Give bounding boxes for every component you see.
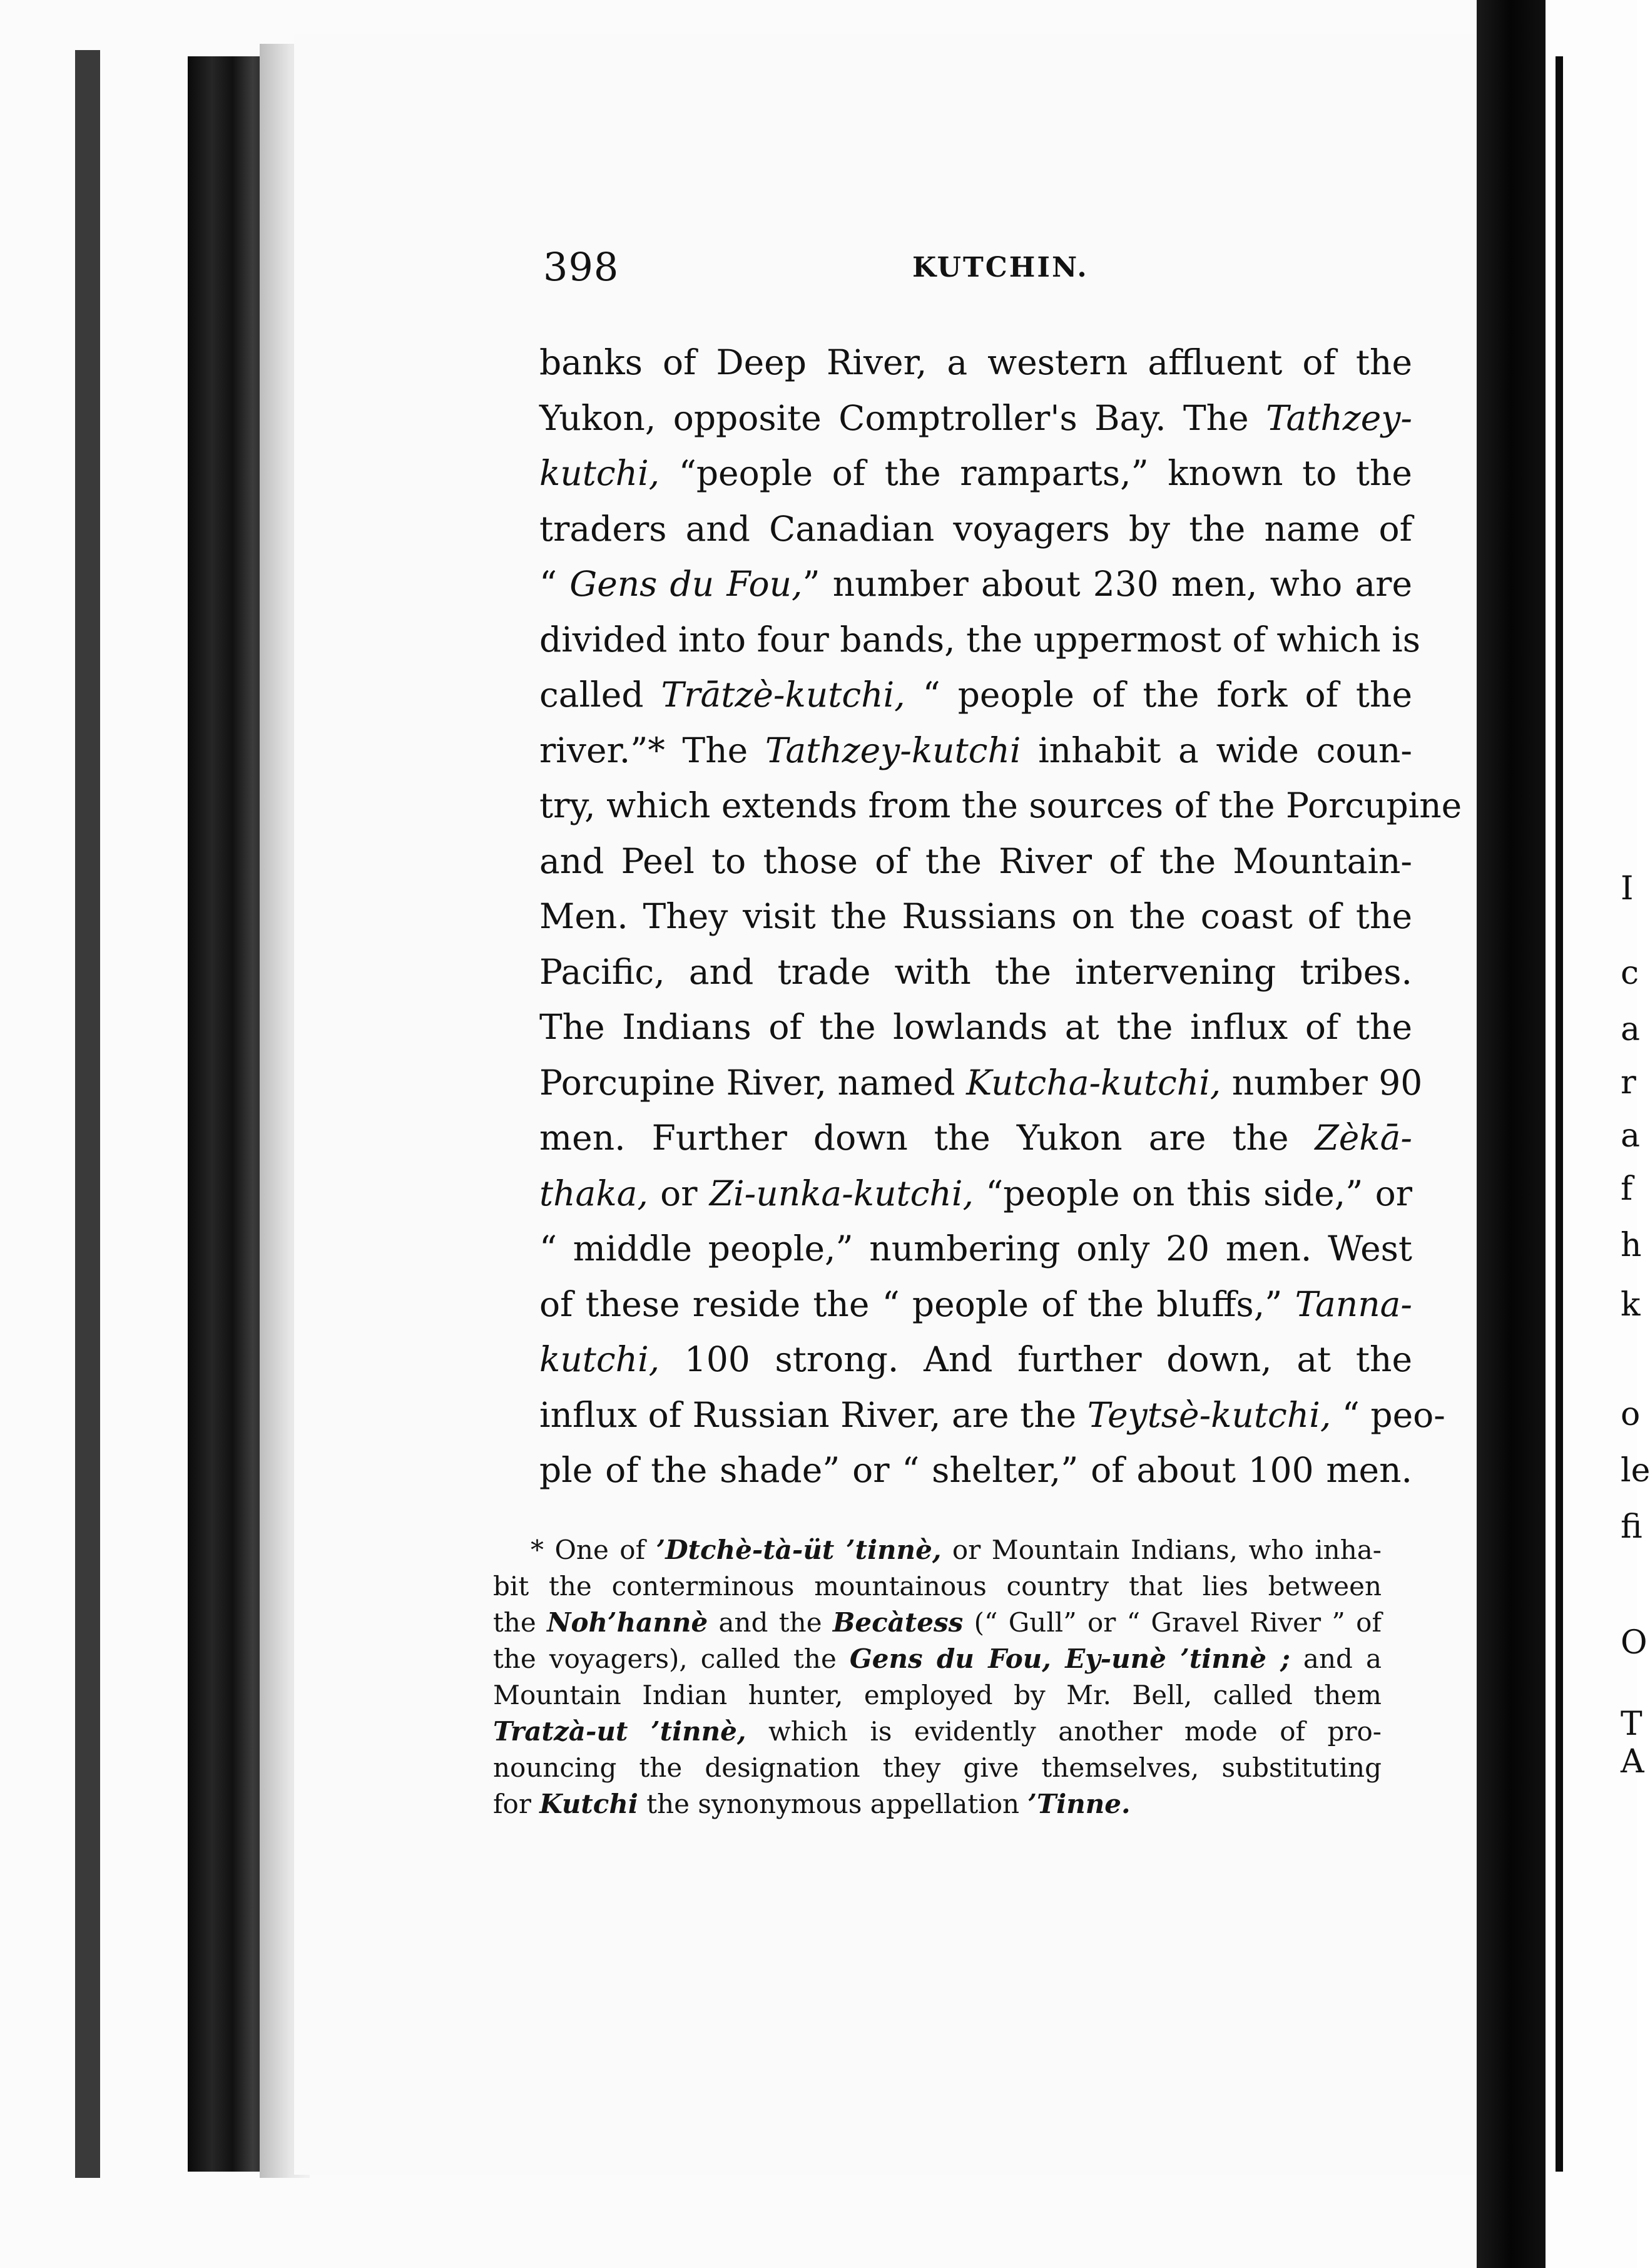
body-line bbox=[539, 391, 1412, 446]
footnote-emphasis-term: Kutchi bbox=[539, 1789, 638, 1819]
body-text: try, which extends from the sources of the Porcupine bbox=[539, 785, 1462, 825]
body-italic-term: Kutcha-kutchi, bbox=[966, 1062, 1221, 1103]
footnote-line bbox=[493, 1750, 1382, 1786]
footnote-text: the voyagers), called the bbox=[493, 1643, 850, 1674]
facing-page-letter: a bbox=[1621, 1117, 1641, 1155]
facing-page-letter: a bbox=[1621, 1011, 1641, 1048]
body-line bbox=[539, 1221, 1412, 1277]
body-italic-term: kutchi, bbox=[539, 453, 660, 493]
body-line bbox=[539, 778, 1462, 834]
body-italic-term: Zèkā- bbox=[1315, 1118, 1412, 1158]
body-italic-term: kutchi, bbox=[539, 1339, 660, 1379]
footnote-line bbox=[493, 1677, 1382, 1714]
body-line bbox=[539, 1166, 1412, 1222]
page-number: 398 bbox=[543, 244, 619, 290]
footnote-line bbox=[493, 1714, 1382, 1750]
footnote-text: * One of bbox=[531, 1535, 656, 1565]
body-italic-term: Tathzey-kutchi bbox=[765, 730, 1021, 770]
footnote-text: which is evidently another mode of pro- bbox=[746, 1716, 1382, 1747]
body-text: “ peo- bbox=[1331, 1394, 1445, 1435]
body-text bbox=[539, 335, 1462, 1498]
body-text: men. Further down the Yukon are the bbox=[539, 1118, 1315, 1158]
footnote-line bbox=[493, 1641, 1382, 1677]
body-italic-term: Zi-unka-kutchi, bbox=[709, 1173, 974, 1213]
footnote-emphasis-term: Becàtess bbox=[832, 1607, 964, 1638]
footnote-line bbox=[493, 1786, 1382, 1822]
footnote bbox=[493, 1532, 1382, 1822]
body-text: river.”* The bbox=[539, 730, 765, 770]
body-line bbox=[539, 1443, 1412, 1498]
facing-page-letter: f bbox=[1621, 1170, 1633, 1208]
body-line bbox=[539, 556, 1412, 612]
footnote-emphasis-term: Tratzà-ut ’tinnè, bbox=[493, 1716, 746, 1747]
body-text: called bbox=[539, 675, 661, 715]
body-line bbox=[539, 834, 1412, 889]
body-line bbox=[539, 944, 1412, 1000]
body-text: “people on this side,” or bbox=[973, 1173, 1412, 1213]
body-italic-term: Gens du Fou, bbox=[569, 564, 803, 604]
body-text: 100 strong. And further down, at the bbox=[659, 1339, 1412, 1379]
body-line bbox=[539, 335, 1412, 391]
footnote-emphasis-term: Noh’hannè bbox=[547, 1607, 708, 1638]
body-text: “ people of the fork of the bbox=[905, 675, 1413, 715]
body-italic-term: Tathzey- bbox=[1266, 397, 1412, 438]
binding-edge bbox=[75, 50, 100, 2178]
body-italic-term: Tanna- bbox=[1295, 1284, 1412, 1324]
body-line bbox=[539, 446, 1412, 501]
footnote-line bbox=[493, 1605, 1382, 1641]
footnote-text: bit the conterminous mountainous country that lies between bbox=[493, 1571, 1382, 1601]
body-italic-term: Teytsè-kutchi, bbox=[1087, 1394, 1332, 1435]
facing-page-letter: le bbox=[1621, 1452, 1650, 1489]
body-text: “ middle people,” numbering only 20 men. West bbox=[539, 1228, 1412, 1269]
body-line bbox=[539, 1110, 1412, 1166]
facing-page-letter: A bbox=[1621, 1743, 1644, 1780]
body-line bbox=[539, 1277, 1412, 1332]
body-line bbox=[539, 667, 1412, 723]
body-line bbox=[539, 1332, 1412, 1387]
facing-page-letter: O bbox=[1621, 1624, 1647, 1662]
facing-page-border bbox=[1556, 56, 1563, 2172]
facing-page-letter: r bbox=[1621, 1064, 1636, 1101]
facing-page-shadow bbox=[1477, 0, 1546, 2268]
body-text: Pacific, and trade with the intervening tribes. bbox=[539, 951, 1412, 992]
body-line bbox=[539, 501, 1412, 557]
body-text: or bbox=[648, 1173, 710, 1213]
body-text: divided into four bands, the uppermost of which is bbox=[539, 619, 1420, 660]
body-text: of these reside the “ people of the bluffs,” bbox=[539, 1284, 1295, 1324]
footnote-text: (“ Gull” or “ Gravel River ” of bbox=[963, 1607, 1382, 1638]
facing-page-letter: I bbox=[1621, 870, 1634, 907]
facing-page-letter: h bbox=[1621, 1227, 1642, 1264]
body-text: ” number about 230 men, who are bbox=[802, 564, 1412, 604]
body-line bbox=[539, 1055, 1423, 1111]
body-text: Yukon, opposite Comptroller's Bay. The bbox=[539, 397, 1266, 438]
footnote-text: the bbox=[493, 1607, 547, 1638]
facing-page-edge-letters bbox=[1621, 0, 1650, 2268]
footnote-text: and a bbox=[1290, 1643, 1382, 1674]
body-text: number 90 bbox=[1221, 1062, 1423, 1103]
footnote-emphasis-term: ’Tinne. bbox=[1027, 1789, 1131, 1819]
running-title: KUTCHIN. bbox=[912, 252, 1089, 284]
footnote-text: or Mountain Indians, who inha- bbox=[941, 1535, 1382, 1565]
facing-page-letter: k bbox=[1621, 1286, 1641, 1324]
book-binding-gutter bbox=[188, 56, 269, 2172]
body-text: “ bbox=[539, 564, 570, 604]
body-text: inhabit a wide coun- bbox=[1021, 730, 1412, 770]
facing-page-letter: T bbox=[1621, 1705, 1642, 1743]
body-italic-term: thaka, bbox=[539, 1173, 648, 1213]
body-italic-term: Trātzè-kutchi, bbox=[661, 675, 905, 715]
body-line bbox=[539, 612, 1420, 668]
footnote-emphasis-term: Gens du Fou, Ey-unè ’tinnè ; bbox=[849, 1643, 1290, 1674]
facing-page-letter: c bbox=[1621, 954, 1639, 992]
footnote-text: and the bbox=[708, 1607, 833, 1638]
body-text: ple of the shade” or “ shelter,” of about 100 men. bbox=[539, 1450, 1412, 1490]
footnote-emphasis-term: ’Dtchè-tà-üt ’tinnè, bbox=[656, 1535, 942, 1565]
facing-page-letter: fi bbox=[1621, 1508, 1642, 1546]
body-line bbox=[539, 723, 1412, 779]
body-text: influx of Russian River, are the bbox=[539, 1394, 1087, 1435]
body-text: and Peel to those of the River of the Mountain- bbox=[539, 840, 1412, 881]
body-line bbox=[539, 1387, 1445, 1443]
body-text: Men. They visit the Russians on the coast of the bbox=[539, 896, 1412, 936]
body-text: traders and Canadian voyagers by the name of bbox=[539, 508, 1412, 549]
body-text: The Indians of the lowlands at the influx of the bbox=[539, 1007, 1412, 1047]
running-head bbox=[543, 244, 1400, 300]
footnote-text: the synonymous appellation bbox=[638, 1789, 1028, 1819]
body-text: banks of Deep River, a western affluent of the bbox=[539, 342, 1412, 382]
footnote-line bbox=[493, 1568, 1382, 1605]
facing-page-letter: o bbox=[1621, 1396, 1641, 1433]
footnote-text: for bbox=[493, 1789, 540, 1819]
footnote-line bbox=[493, 1532, 1382, 1568]
footnote-text: nouncing the designation they give themselves, substituting bbox=[493, 1752, 1382, 1783]
body-text: “people of the ramparts,” known to the bbox=[659, 453, 1412, 493]
body-text: Porcupine River, named bbox=[539, 1062, 967, 1103]
body-line bbox=[539, 999, 1412, 1055]
body-line bbox=[539, 889, 1412, 944]
footnote-text: Mountain Indian hunter, employed by Mr. Bell, called them bbox=[493, 1680, 1382, 1710]
